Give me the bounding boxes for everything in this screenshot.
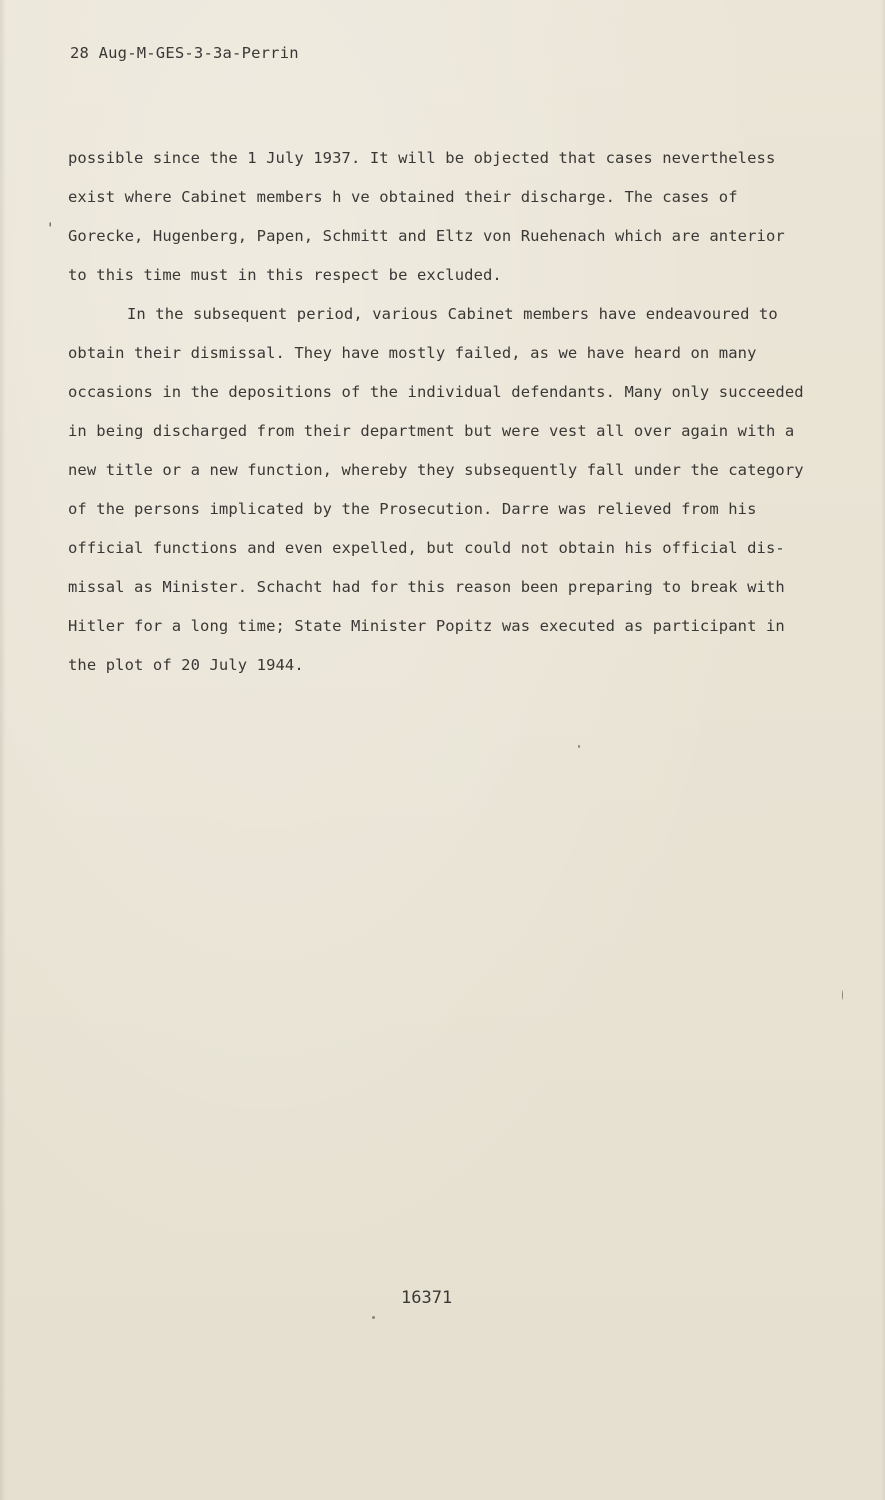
text-line: exist where Cabinet members h ve obtained their discharge. The cases of [68,188,738,206]
text-line: new title or a new function, whereby they subsequently fall under the category [68,461,804,479]
text-line: to this time must in this respect be excluded. [68,266,502,284]
paper-speck [578,745,580,748]
document-reference: 28 Aug-M-GES-3-3a-Perrin [70,44,299,62]
paper-speck [372,1316,375,1319]
text-line: in being discharged from their department but were vest all over again with a [68,422,795,440]
body-text [68,139,838,685]
page-number: 16371 [401,1288,453,1308]
paper-speck [842,990,843,1000]
text-line: possible since the 1 July 1937. It will be objected that cases nevertheless [68,149,776,167]
text-line: Gorecke, Hugenberg, Papen, Schmitt and Eltz von Ruehenach which are anterior [68,227,785,245]
text-line: obtain their dismissal. They have mostly failed, as we have heard on many [68,344,757,362]
text-line: Hitler for a long time; State Minister Popitz was executed as participant in [68,617,785,635]
text-line: official functions and even expelled, but could not obtain his official dis- [68,539,785,557]
text-line: of the persons implicated by the Prosecution. Darre was relieved from his [68,500,757,518]
text-line: the plot of 20 July 1944. [68,656,304,674]
text-line: occasions in the depositions of the individual defendants. Many only succeeded [68,383,804,401]
page-edge-left [0,0,6,1500]
paragraph-start-line: In the subsequent period, various Cabinet members have endeavoured to [127,305,778,323]
margin-mark: ' [46,221,55,237]
text-line: missal as Minister. Schacht had for this reason been preparing to break with [68,578,785,596]
page-edge-right [881,0,885,1500]
